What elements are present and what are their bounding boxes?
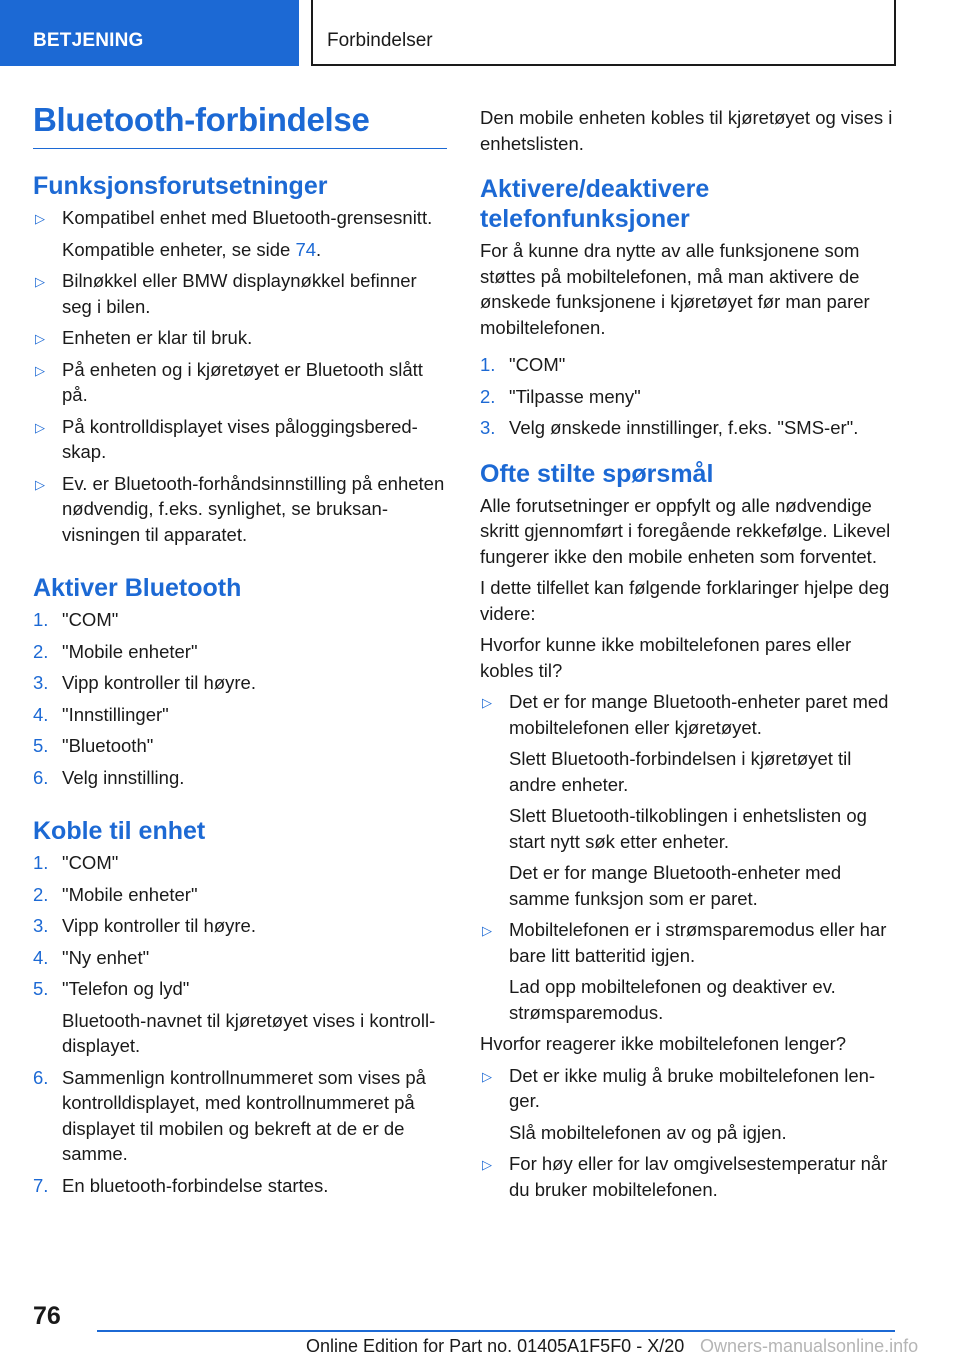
step-item: 2. "Tilpasse meny": [480, 384, 898, 410]
list-item: ▷ På kontrolldisplayet vises påloggingsberedskap.: [35, 415, 418, 462]
step-number: 3.: [33, 915, 49, 936]
list-item-note: Lad opp mobiltelefonen og deaktiver ev. strømsparemodus.: [509, 976, 836, 1023]
activate-steps: [33, 607, 447, 790]
list-item-note: Slå mobiltelefonen av og på igjen.: [509, 1121, 787, 1143]
bullet-icon: ▷: [35, 362, 45, 378]
edition-text: Online Edition for Part no. 01405A1F5F0 - X/20: [306, 1336, 685, 1356]
activate-bluetooth-heading: Aktiver Bluetooth: [33, 574, 242, 602]
step-number: 2.: [33, 883, 49, 905]
bullet-icon: ▷: [35, 211, 45, 226]
page-number: 76: [33, 1302, 61, 1330]
list-item: ▷ Det er ikke mulig å bruke mobiltelefonen lenger. Slå mobiltelefonen av og på igjen.: [480, 1063, 898, 1146]
faq-paragraph: I dette tilfellet kan følgende forklaringer hjelpe deg videre:: [480, 577, 890, 624]
chapter-label: Forbindelser: [311, 0, 896, 66]
faq-paragraph: Alle forutsetninger er oppfylt og alle nødvendige skritt gjennomført i foregående rekkefølge. Likevel fungerer ikke den mobile enheten som forventet.: [480, 494, 891, 567]
step-number: 3.: [33, 672, 49, 693]
footer-divider: [97, 1330, 895, 1332]
bullet-icon: ▷: [482, 1157, 492, 1172]
bullet-icon: ▷: [35, 476, 45, 492]
bullet-icon: ▷: [35, 274, 45, 289]
page-header: [0, 0, 960, 66]
step-item: 7. En bluetooth-forbindelse startes.: [33, 1173, 447, 1199]
faq-answers: [480, 1063, 898, 1203]
step-item: 3. Vipp kontroller til høyre.: [33, 670, 447, 696]
step-item: 2. "Mobile enheter": [33, 639, 447, 665]
watermark: Owners-manualsonline.info: [700, 1336, 919, 1356]
phone-functions-steps: [480, 352, 898, 441]
step-number: 6.: [33, 766, 49, 788]
requirements-heading: Funksjonsforutsetninger: [33, 172, 328, 200]
bullet-icon: ▷: [35, 331, 45, 346]
faq-heading: Ofte stilte spørsmål: [480, 459, 714, 488]
section-label: BETJENING: [0, 0, 299, 66]
step-number: 4.: [33, 946, 49, 968]
step-item: 6. Velg innstilling.: [33, 765, 447, 791]
list-item: ▷ Kompatibel enhet med Bluetooth-grensesnitt. Kompatible enheter, se side 74.: [33, 205, 447, 262]
faq-question: Hvorfor reagerer ikke mobiltelefonen lenger?: [480, 1033, 847, 1054]
list-item-note: Det er for mange Bluetooth-enheter med samme funksjon som er paret.: [509, 862, 842, 909]
list-item: ▷ På enheten og i kjøretøyet er Bluetooth slått på.: [35, 358, 423, 405]
connect-steps: [33, 850, 447, 1198]
list-item-note: Slett Bluetooth-forbindelsen i kjøretøyet til andre enheter.: [509, 748, 852, 795]
step-number: 1.: [480, 354, 496, 375]
list-item: ▷ Ev. er Bluetooth-forhåndsinnstilling på enheten nødvendig, f.eks. synlighet, se bruksanvisningen til apparatet.: [35, 472, 445, 545]
requirements-list: [33, 205, 447, 547]
step-note: Bluetooth-navnet til kjøretøyet vises i kontrolldisplayet.: [62, 1009, 436, 1056]
left-column: [33, 100, 447, 1204]
faq-question: Hvorfor kunne ikke mobiltelefonen pares eller kobles til?: [480, 634, 852, 681]
step-item: 6. Sammenlign kontrollnummeret som vises på kontrolldisplayet, med kontrollnummeret på displayet til mobilen og bekreft at de er de samme.: [33, 1066, 426, 1164]
step-item: 1. "COM": [33, 850, 447, 876]
step-number: 1.: [33, 852, 49, 873]
step-number: 6.: [33, 1066, 49, 1088]
list-item: ▷ Mobiltelefonen er i strømsparemodus eller har bare litt batteritid igjen. Lad opp mobiltelefonen og deaktiver ev. strømsparemodus.: [480, 917, 898, 1025]
step-item: 4. "Ny enhet": [33, 945, 447, 971]
list-item: ▷ For høy eller for lav omgivelsestemperatur når du bruker mobiltelefonen.: [482, 1153, 888, 1200]
faq-answers: [480, 689, 898, 1025]
phone-functions-heading: Aktivere/deaktivere telefonfunksjoner: [480, 175, 710, 233]
step-number: 2.: [33, 640, 49, 662]
list-item: ▷ Bilnøkkel eller BMW displaynøkkel befinner seg i bilen.: [35, 270, 417, 317]
step-number: 2.: [480, 385, 496, 407]
bullet-icon: ▷: [35, 419, 45, 435]
step-number: 7.: [33, 1174, 49, 1196]
step-item: 3. Velg ønskede innstillinger, f.eks. "SMS-er".: [480, 415, 898, 441]
list-item-note: Kompatible enheter, se side 74.: [62, 238, 322, 260]
bullet-icon: ▷: [482, 1068, 492, 1084]
phone-functions-text: For å kunne dra nytte av alle funksjonene som støttes på mobiltelefonen, må man aktivere de ønskede funksjonene i kjøretøyet før man parer mobiltelefonen.: [480, 240, 870, 338]
step-item: 5. "Bluetooth": [33, 733, 447, 759]
step-number: 3.: [480, 417, 496, 438]
step-number: 5.: [33, 735, 49, 756]
bullet-icon: ▷: [482, 923, 492, 938]
step-item: 2. "Mobile enheter": [33, 882, 447, 908]
step-number: 1.: [33, 609, 49, 630]
step-number: 5.: [33, 978, 49, 999]
step-item: 3. Vipp kontroller til høyre.: [33, 913, 447, 939]
connect-device-heading: Koble til enhet: [33, 817, 206, 845]
list-item: ▷ Enheten er klar til bruk.: [33, 325, 447, 351]
page-title: Bluetooth-forbindelse: [33, 100, 447, 149]
step-item: 1. "COM": [480, 352, 898, 378]
bullet-icon: ▷: [482, 695, 492, 710]
list-item: ▷ Det er for mange Bluetooth-enheter paret med mobiltelefonen eller kjøretøyet. Slett Bluetooth-forbindelsen i kjøretøyet til andre enheter. Slett Bluetooth-tilkoblingen i enhetslisten og start nytt søk etter enheter. Det er for mange Bluetooth-enheter med samme funksjon som er paret.: [480, 689, 898, 911]
step-item: 4. "Innstillinger": [33, 702, 447, 728]
intro-paragraph: Den mobile enheten kobles til kjøretøyet og vises i enhetslisten.: [480, 107, 893, 154]
step-number: 4.: [33, 703, 49, 725]
list-item-note: Slett Bluetooth-tilkoblingen i enhetslisten og start nytt søk etter enheter.: [509, 805, 867, 852]
step-item: 1. "COM": [33, 607, 447, 633]
right-column: [480, 105, 898, 1208]
page-link[interactable]: 74: [295, 238, 317, 260]
step-item: 5. "Telefon og lyd" Bluetooth-navnet til kjøretøyet vises i kontrolldisplayet.: [33, 976, 447, 1059]
